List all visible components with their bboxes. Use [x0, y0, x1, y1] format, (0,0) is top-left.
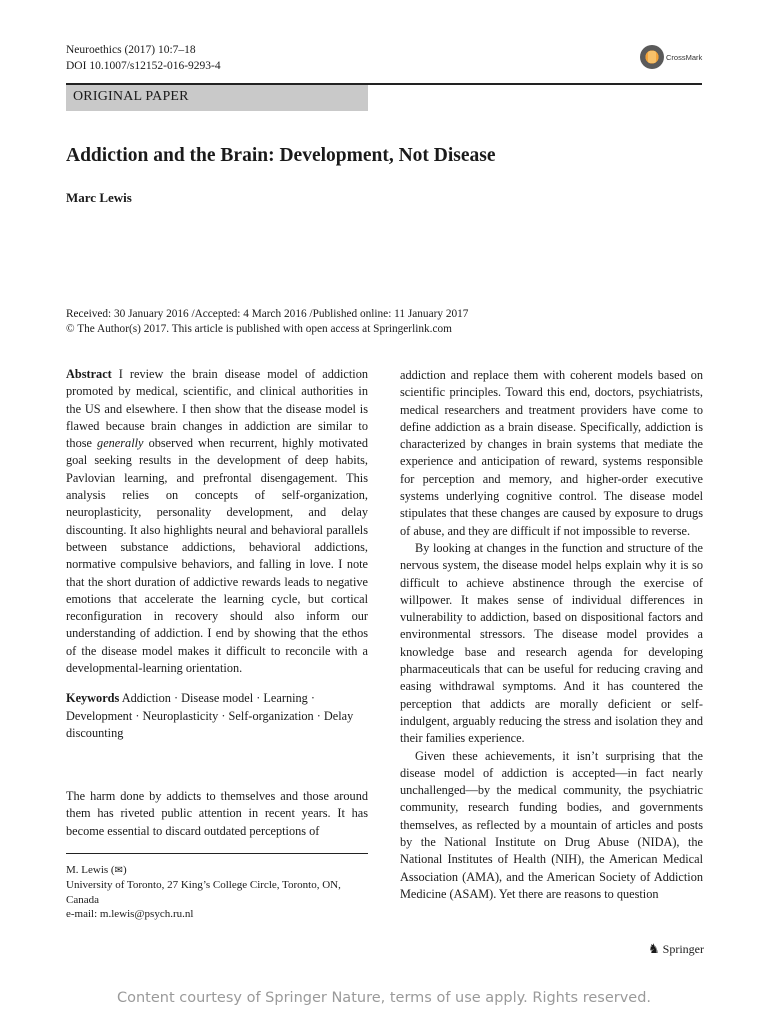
springer-horse-icon: ♞: [648, 942, 660, 957]
license-line: © The Author(s) 2017. This article is published with open access at Springerlink.com: [66, 323, 452, 335]
affiliation: [66, 863, 368, 921]
journal-line: Neuroethics (2017) 10:7–18: [66, 44, 196, 56]
affiliation-rule: [66, 853, 368, 854]
footer-notice: Content courtesy of Springer Nature, terms of use apply. Rights reserved.: [116, 990, 652, 1006]
crossmark-badge[interactable]: [640, 45, 702, 69]
abstract: [66, 366, 368, 677]
publisher-logo: [648, 942, 704, 957]
keywords-text: Addiction · Disease model · Learning · Development · Neuroplasticity · Self-organization · Delay discounting: [66, 691, 354, 740]
body-paragraph-1: addiction and replace them with coherent models based on scientific principles. Toward this end, doctors, psychiatrists, medical researchers and treatment providers have come to define addiction as a brain disease. Specifically, addiction is characterized by changes in brain systems that mediate the experience and anticipation of reward, systems responsible for perception and memory, and higher-order executive systems underlying cognitive control. The disease model stipulates that these changes are caused by exposure to drugs of abuse, and they are difficult if not impossible to reverse.: [400, 368, 703, 538]
section-label: ORIGINAL PAPER: [66, 85, 368, 111]
article-title: Addiction and the Brain: Development, Not Disease: [66, 145, 496, 166]
crossmark-label: CrossMark: [666, 52, 703, 62]
publication-dates: [66, 307, 468, 337]
crossmark-icon: [640, 45, 664, 69]
affiliation-email[interactable]: e-mail: m.lewis@psych.ru.nl: [66, 907, 194, 920]
abstract-text-part2: observed when recurrent, highly motivated goal seeking results in the development of deep habits, Pavlovian learning, and prefrontal disengagement. This analysis relies on concepts of self-organization, neuroplasticity, personality development, and delay discounting. It also highlights neural and behavioral parallels between substance addictions, behavioral addictions, normative compulsive behaviors, and falling in love. I note that the short duration of addictive rewards leads to negative emotions that accelerate the learning cycle, but cortical reconfiguration in recovery should also inform our understanding of addiction. I end by showing that the ethos of the disease model makes it difficult to reconcile with a developmental-learning orientation.: [66, 436, 368, 676]
intro-text: The harm done by addicts to themselves and those around them has riveted public attention in recent years. It has become essential to discard outdated perceptions of: [66, 789, 368, 838]
affiliation-name-line: M. Lewis (✉): [66, 863, 368, 878]
abstract-label: Abstract: [66, 367, 112, 381]
body-paragraph-2: By looking at changes in the function and structure of the nervous system, the disease model helps explain why it is so difficult to achieve abstinence through the exercise of willpower. It makes sense of individual differences in vulnerability to addiction, based on dispositional factors and environmental stressors. The disease model provides a knowledge base and research agenda for developing pharmaceuticals that can be useful for reducing craving and easing withdrawal symptoms. And it has countered the perception that addicts are morally deficient or self-indulgent, arguably reducing the stress and isolation they and their families experience.: [400, 540, 703, 746]
article-author: Marc Lewis: [66, 190, 132, 205]
dates-line: Received: 30 January 2016 /Accepted: 4 March 2016 /Published online: 11 January 2017: [66, 308, 469, 320]
right-column: [400, 367, 703, 903]
affiliation-institution: University of Toronto, 27 King’s College Circle, Toronto, ON, Canada: [66, 879, 341, 906]
abstract-text-part1: I review the brain disease model of addiction promoted by medical, scientific, and clinical authorities in the US and elsewhere. I then show that the disease model is flawed because brain changes in addiction are similar to those: [66, 367, 369, 451]
keywords-label: Keywords: [66, 691, 120, 706]
abstract-emphasis: generally: [97, 436, 144, 451]
journal-citation: [66, 42, 221, 74]
keywords: [66, 690, 368, 742]
doi-line[interactable]: DOI 10.1007/s12152-016-9293-4: [66, 60, 221, 72]
affiliation-name: M. Lewis: [66, 864, 109, 876]
intro-paragraph: [66, 788, 368, 840]
body-paragraph-3: Given these achievements, it isn’t surprising that the disease model of addiction is accepted—in fact nearly unchallenged—by the medical community, the psychiatric community, research funding bodies, and governments themselves, as reflected by a mountain of articles and posts by the National Institute on Drug Abuse (NIDA), the National Institutes of Health (NIH), the American Medical Association (AMA), and the American Society of Addiction Medicine (ASAM). Yet there are reasons to question: [400, 748, 703, 901]
publisher-name: Springer: [662, 942, 704, 956]
left-column: [66, 366, 368, 742]
envelope-icon[interactable]: ✉: [114, 865, 123, 876]
